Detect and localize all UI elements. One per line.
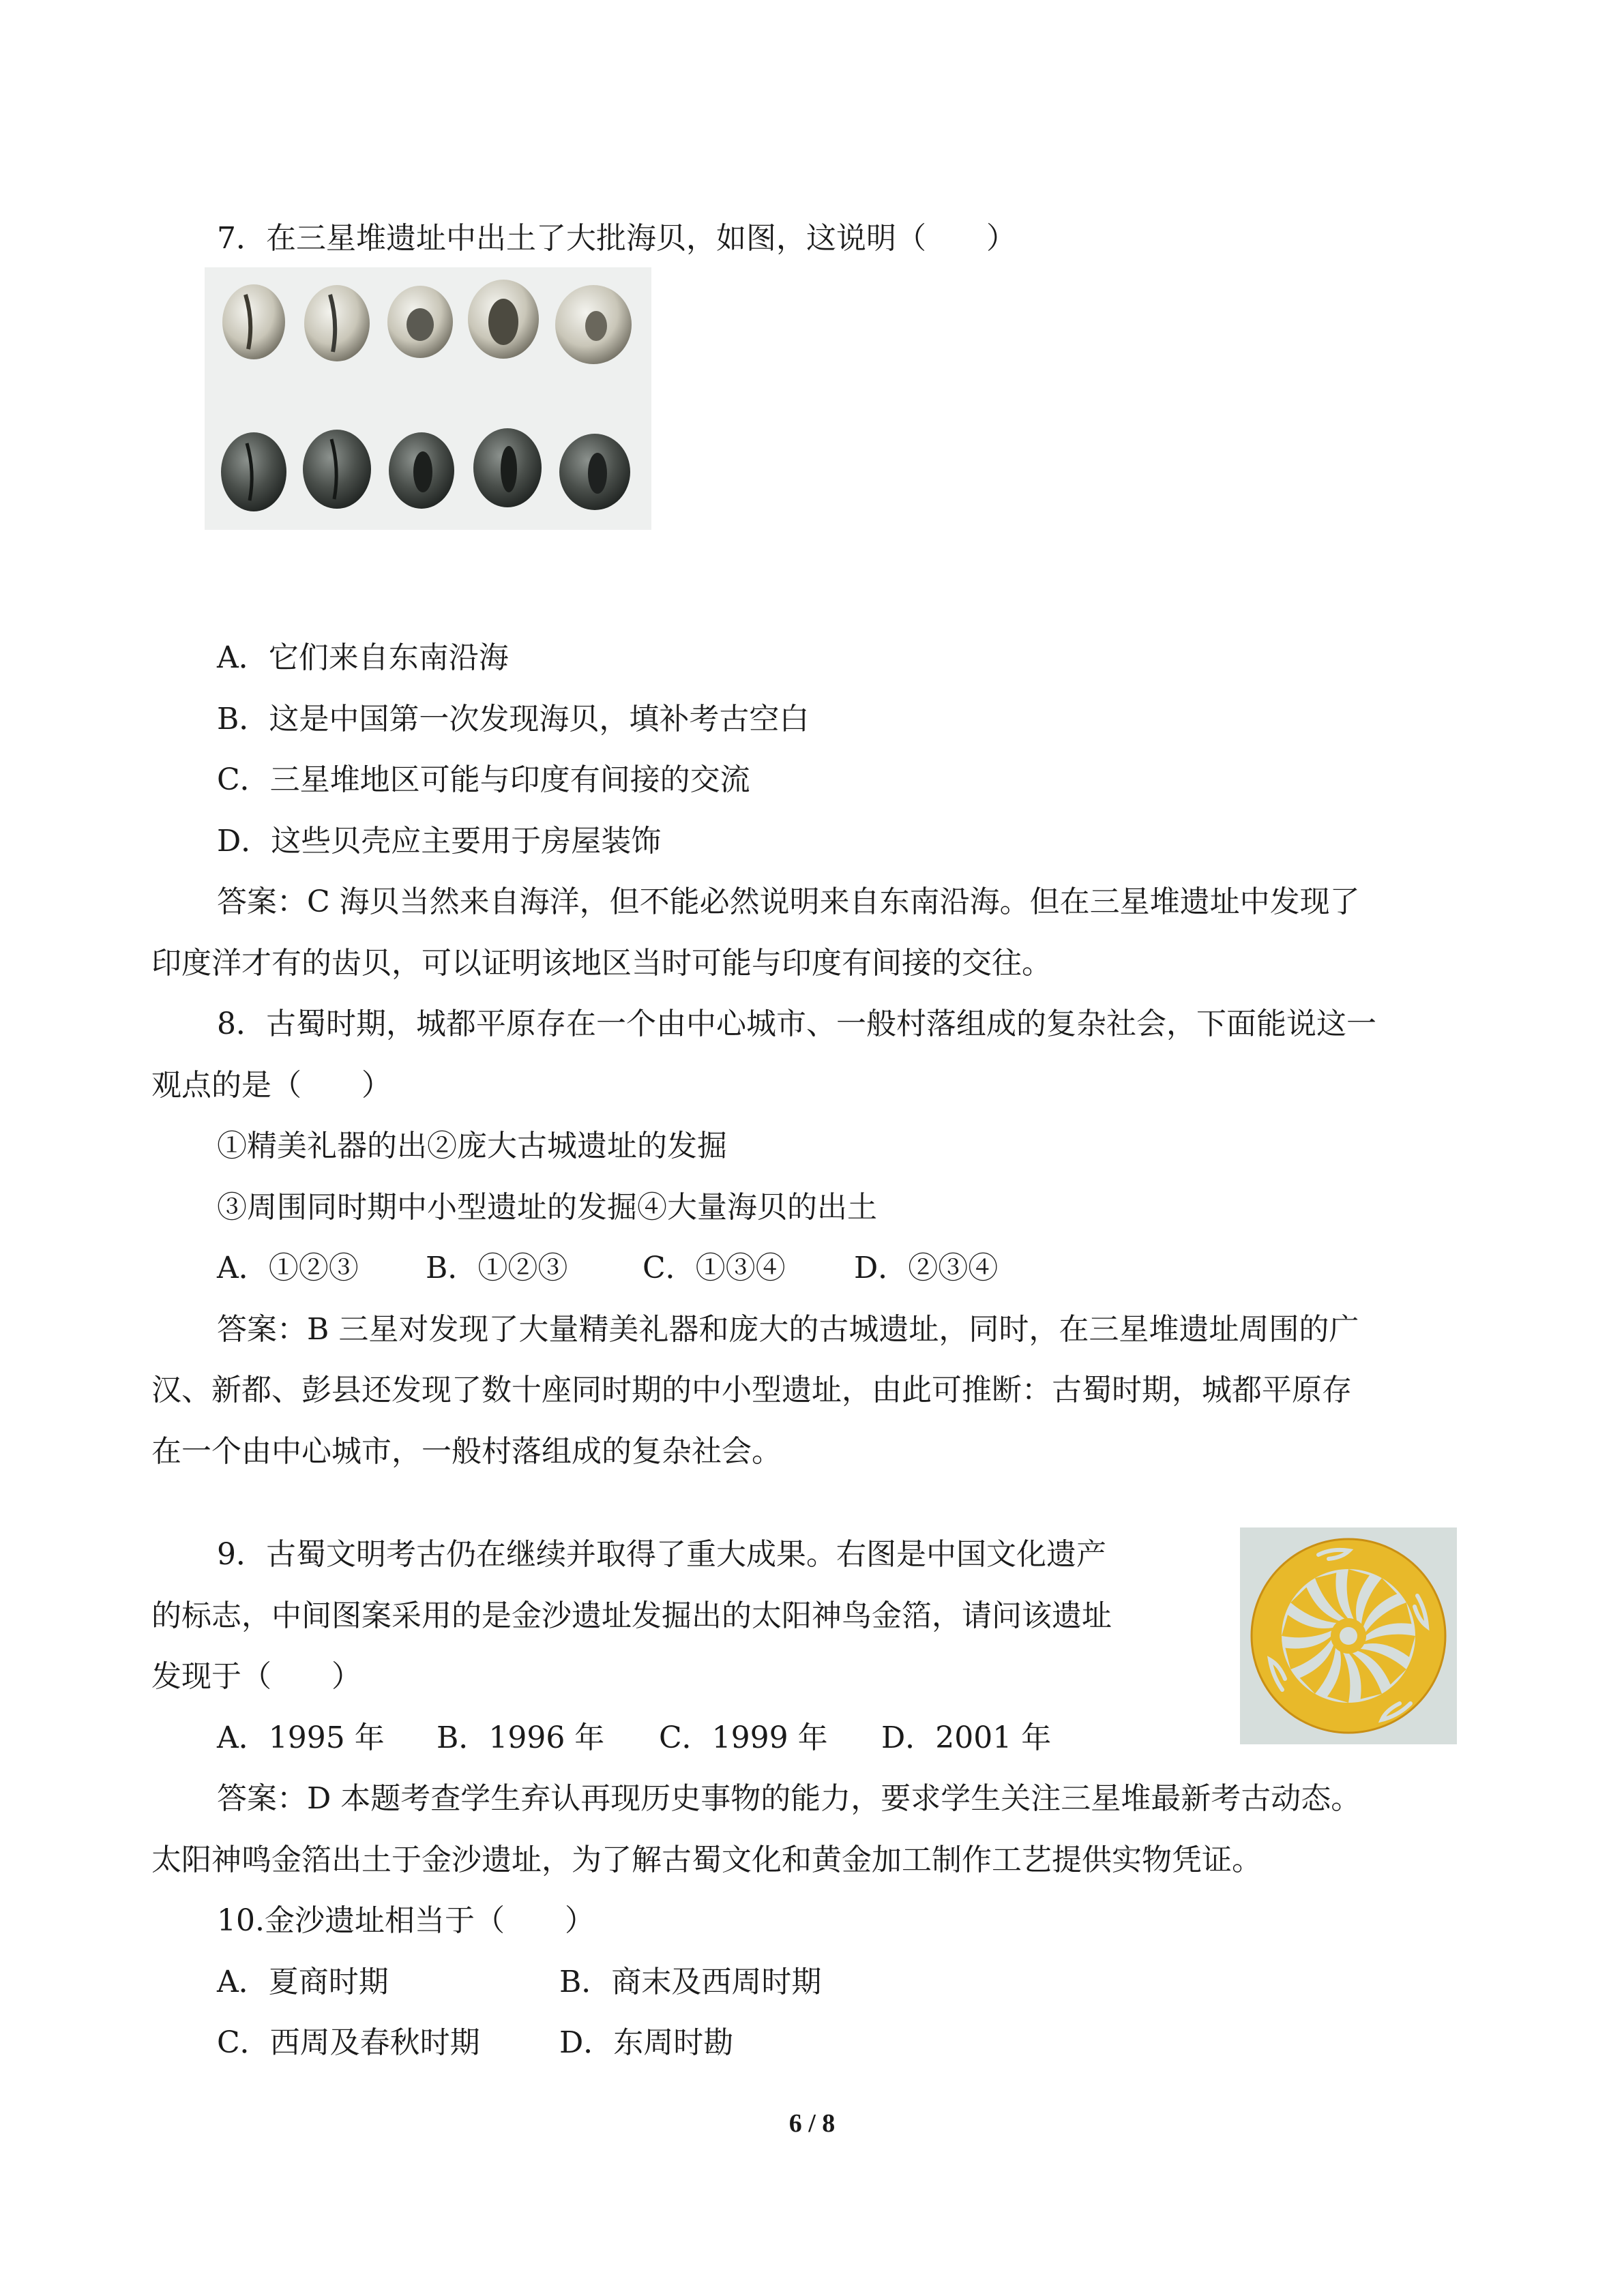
q8-answer-line-2: 汉、新都、彭县还发现了数十座同时期的中小型遗址，由此可推断：古蜀时期，城都平原存 [151, 1373, 1352, 1407]
shells-photo [205, 267, 651, 530]
q10-option-b: B．商末及西周时期 [559, 1965, 822, 1999]
q7-answer-line-2: 印度洋才有的齿贝，可以证明该地区当时可能与印度有间接的交往。 [151, 946, 1052, 981]
q8-answer-line-1: 答案：B 三星对发现了大量精美礼器和庞大的古城遗址，同时，在三星堆遗址周围的广 [217, 1312, 1359, 1347]
q7-answer-line-1: 答案：C 海贝当然来自海洋，但不能必然说明来自东南沿海。但在三星堆遗址中发现了 [217, 884, 1360, 919]
q8-options [217, 1248, 998, 1289]
q9-option-c: C．1999 年 [659, 1720, 828, 1755]
q9-stem-line-1: 9．古蜀文明考古仍在继续并取得了重大成果。右图是中国文化遗产 [217, 1537, 1106, 1572]
q10-option-d: D．东周时勘 [559, 2025, 734, 2060]
shells-top-row [222, 280, 632, 364]
page-number: 6 / 8 [788, 2109, 836, 2138]
q8-stem-line-1: 8．古蜀时期，城都平原存在一个由中心城市、一般村落组成的复杂社会，下面能说这一 [217, 1007, 1376, 1041]
q9-answer-line-2: 太阳神鸣金箔出土于金沙遗址，为了解古蜀文化和黄金加工制作工艺提供实物凭证。 [151, 1843, 1262, 1877]
q7-option-c: C．三星堆地区可能与印度有间接的交流 [217, 762, 750, 797]
q10-option-c: C．西周及春秋时期 [217, 2025, 480, 2060]
q9-option-a: A．1995 年 [217, 1720, 385, 1755]
q9-option-b: B．1996 年 [437, 1720, 605, 1755]
q9-stem-line-3: 发现于（ ） [151, 1659, 361, 1694]
q9-answer-line-1: 答案：D 本题考查学生弃认再现历史事物的能力，要求学生关注三星堆最新考古动态。 [217, 1781, 1361, 1816]
q8-answer-line-3: 在一个由中心城市，一般村落组成的复杂社会。 [151, 1434, 782, 1469]
q7-option-b: B．这是中国第一次发现海贝，填补考古空白 [217, 702, 810, 736]
q10-options-row-2 [217, 2023, 733, 2063]
sun-bird-gold-foil-emblem [1240, 1527, 1457, 1744]
q8-item-line-2: ③周围同时期中小型遗址的发掘④大量海贝的出土 [217, 1190, 877, 1225]
q10-options-row-1 [217, 1962, 821, 2003]
q8-stem-line-2: 观点的是（ ） [151, 1068, 392, 1103]
q7-stem: 7．在三星堆遗址中出土了大批海贝，如图，这说明（ ） [217, 221, 1016, 256]
q8-option-b: B．①②③ [426, 1251, 568, 1285]
q10-option-a: A．夏商时期 [217, 1965, 389, 1999]
q10-stem: 10.金沙遗址相当于（ ） [217, 1903, 595, 1938]
q9-options [217, 1718, 1051, 1759]
q8-item-line-1: ①精美礼器的出②庞大古城遗址的发掘 [217, 1129, 727, 1163]
q8-option-d: D．②③④ [854, 1251, 999, 1285]
shells-bottom-row [221, 428, 630, 511]
q9-option-d: D．2001 年 [881, 1720, 1052, 1755]
q8-option-c: C．①③④ [643, 1251, 786, 1285]
q7-option-a: A．它们来自东南沿海 [217, 640, 509, 675]
q8-option-a: A．①②③ [217, 1251, 359, 1285]
q9-stem-line-2: 的标志，中间图案采用的是金沙遗址发掘出的太阳神鸟金箔，请问该遗址 [151, 1598, 1112, 1633]
q7-option-d: D．这些贝壳应主要用于房屋装饰 [217, 824, 662, 859]
